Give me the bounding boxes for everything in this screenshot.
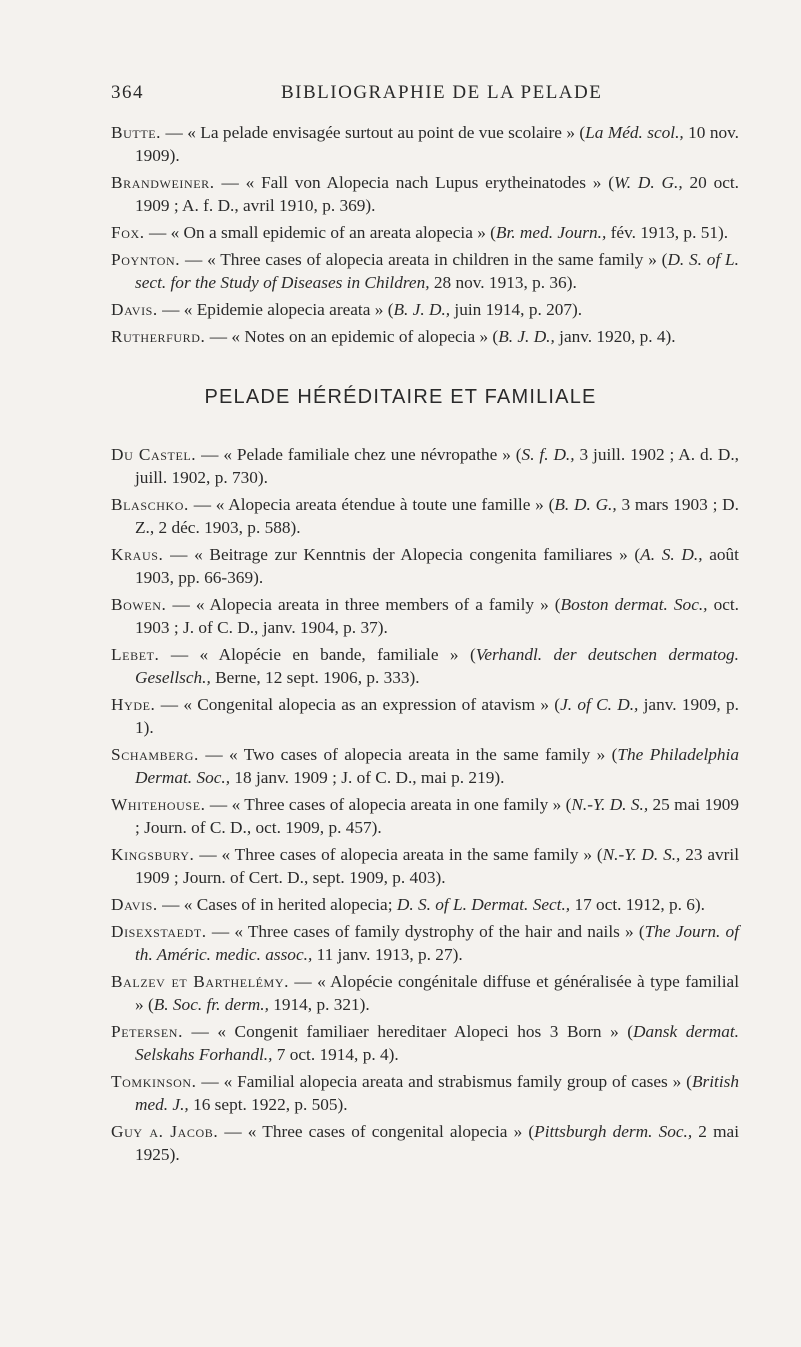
entry-details: oct. 1903 ; J. of C. D., janv. 1904, p. 37). bbox=[135, 595, 739, 637]
entry-title: — « Three cases of alopecia areata in one family » ( bbox=[205, 795, 572, 814]
entry-author: Whitehouse. bbox=[111, 795, 206, 814]
entry-title: — « Cases of in herited alopecia; bbox=[157, 895, 397, 914]
entry-reference: Pittsburgh derm. Soc., bbox=[534, 1122, 693, 1141]
entry-details: août 1903, pp. 66-369). bbox=[135, 545, 739, 587]
bibliography-entry bbox=[111, 493, 739, 539]
bibliography-entry bbox=[111, 920, 739, 966]
entry-title: — « Alopecia areata étendue à toute une famille » ( bbox=[188, 495, 555, 514]
entry-reference: D. S. of L. sect. for the Study of Diseases in Children, bbox=[135, 250, 739, 292]
entry-author: Hyde. bbox=[111, 695, 156, 714]
entry-title: — « Epidemie alopecia areata » ( bbox=[157, 300, 394, 319]
bibliography-entry bbox=[111, 843, 739, 889]
entry-author: Butte. bbox=[111, 123, 162, 142]
entry-details: 25 mai 1909 ; Journ. of C. D., oct. 1909, p. 457). bbox=[135, 795, 740, 837]
bibliography-entry bbox=[111, 171, 739, 217]
entry-details: 11 janv. 1913, p. 27). bbox=[312, 945, 463, 964]
entry-details: janv. 1920, p. 4). bbox=[554, 327, 676, 346]
entry-title: — « Familial alopecia areata and strabismus family group of cases » ( bbox=[196, 1072, 692, 1091]
entry-title: — « Congenit familiaer hereditaer Alopeci hos 3 Born » ( bbox=[183, 1022, 634, 1041]
bibliography-entry bbox=[111, 1020, 739, 1066]
entry-title: — « La pelade envisagée surtout au point de vue scolaire » ( bbox=[161, 123, 586, 142]
entry-reference: British med. J., bbox=[135, 1072, 739, 1114]
entry-reference: N.-Y. D. S., bbox=[571, 795, 649, 814]
entry-author: Petersen. bbox=[111, 1022, 183, 1041]
entry-title: — « Fall von Alopecia nach Lupus erytheinatodes » ( bbox=[214, 173, 614, 192]
bibliography-entry bbox=[111, 693, 739, 739]
entry-reference: Boston dermat. Soc., bbox=[560, 595, 708, 614]
bibliography-list-after bbox=[111, 443, 739, 1170]
bibliography-entry bbox=[111, 593, 739, 639]
entry-title: — « Two cases of alopecia areata in the same family » ( bbox=[198, 745, 618, 764]
section-title: PELADE HÉRÉDITAIRE ET FAMILIALE bbox=[204, 386, 597, 408]
entry-details: 17 oct. 1912, p. 6). bbox=[570, 895, 705, 914]
entry-author: Poynton. bbox=[111, 250, 181, 269]
entry-title: — « Three cases of alopecia areata in the same family » ( bbox=[194, 845, 603, 864]
entry-reference: La Méd. scol., bbox=[585, 123, 684, 142]
entry-author: Balzev et Barthelémy. bbox=[111, 972, 290, 991]
entry-reference: N.-Y. D. S., bbox=[602, 845, 681, 864]
bibliography-entry bbox=[111, 970, 739, 1016]
entry-author: Brandweiner. bbox=[111, 173, 215, 192]
entry-author: Schamberg. bbox=[111, 745, 199, 764]
entry-reference: Dansk dermat. Selskahs Forhandl., bbox=[135, 1022, 739, 1064]
entry-title: — « On a small epidemic of an areata alopecia » ( bbox=[144, 223, 496, 242]
entry-details: fév. 1913, p. 51). bbox=[606, 223, 729, 242]
entry-title: — « Notes on an epidemic of alopecia » ( bbox=[205, 327, 499, 346]
entry-reference: D. S. of L. Dermat. Sect., bbox=[396, 895, 571, 914]
page-header bbox=[111, 82, 671, 108]
entry-author: Kraus. bbox=[111, 545, 164, 564]
entry-reference: The Journ. of th. Améric. medic. assoc., bbox=[135, 922, 739, 964]
entry-author: Davis. bbox=[111, 300, 158, 319]
bibliography-entry bbox=[111, 121, 739, 167]
entry-author: Du Castel. bbox=[111, 445, 197, 464]
entry-title: — « Alopécie congénitale diffuse et généralisée à type familial » ( bbox=[135, 972, 739, 1014]
bibliography-entry bbox=[111, 643, 739, 689]
entry-details: 10 nov. 1909). bbox=[135, 123, 739, 165]
page-number: 364 bbox=[111, 82, 144, 103]
entry-details: 3 mars 1903 ; D. Z., 2 déc. 1903, p. 588). bbox=[135, 495, 739, 537]
bibliography-list-before bbox=[111, 121, 739, 352]
entry-author: Kingsbury. bbox=[111, 845, 195, 864]
entry-author: Guy a. Jacob. bbox=[111, 1122, 219, 1141]
entry-title: — « Alopécie en bande, familiale » ( bbox=[159, 645, 476, 664]
bibliography-entry bbox=[111, 1120, 739, 1166]
bibliography-entry bbox=[111, 221, 739, 244]
bibliography-entry bbox=[111, 793, 739, 839]
entry-details: 23 avril 1909 ; Journ. of Cert. D., sept. 1909, p. 403). bbox=[135, 845, 740, 887]
entry-details: 16 sept. 1922, p. 505). bbox=[188, 1095, 348, 1114]
entry-details: janv. 1909, p. 1). bbox=[135, 695, 739, 737]
entry-details: 28 nov. 1913, p. 36). bbox=[429, 273, 577, 292]
entry-author: Disexstaedt. bbox=[111, 922, 207, 941]
entry-author: Fox. bbox=[111, 223, 145, 242]
bibliography-entry bbox=[111, 543, 739, 589]
running-title: BIBLIOGRAPHIE DE LA PELADE bbox=[281, 82, 603, 103]
entry-reference: B. J. D., bbox=[393, 300, 451, 319]
entry-reference: A. S. D., bbox=[640, 545, 703, 564]
entry-reference: B. D. G., bbox=[554, 495, 617, 514]
entry-title: — « Alopecia areata in three members of a family » ( bbox=[166, 595, 561, 614]
bibliography-entry bbox=[111, 893, 739, 916]
entry-title: — « Congenital alopecia as an expression of atavism » ( bbox=[155, 695, 561, 714]
entry-author: Tomkinson. bbox=[111, 1072, 197, 1091]
entry-author: Lebet. bbox=[111, 645, 160, 664]
entry-reference: W. D. G., bbox=[613, 173, 683, 192]
entry-author: Davis. bbox=[111, 895, 158, 914]
bibliography-entry bbox=[111, 743, 739, 789]
bibliography-entry bbox=[111, 443, 739, 489]
entry-title: — « Three cases of alopecia areata in children in the same family » ( bbox=[180, 250, 668, 269]
bibliography-entry bbox=[111, 1070, 739, 1116]
entry-details: 1914, p. 321). bbox=[268, 995, 370, 1014]
entry-details: 3 juill. 1902 ; A. d. D., juill. 1902, p. 730). bbox=[135, 445, 739, 487]
entry-details: juin 1914, p. 207). bbox=[450, 300, 583, 319]
entry-title: — « Three cases of congenital alopecia » ( bbox=[218, 1122, 535, 1141]
entry-details: Berne, 12 sept. 1906, p. 333). bbox=[210, 668, 420, 687]
entry-author: Rutherfurd. bbox=[111, 327, 206, 346]
entry-author: Bowen. bbox=[111, 595, 167, 614]
entry-author: Blaschko. bbox=[111, 495, 189, 514]
entry-details: 18 janv. 1909 ; J. of C. D., mai p. 219). bbox=[230, 768, 505, 787]
bibliography-entry bbox=[111, 325, 739, 348]
entry-title: — « Three cases of family dystrophy of the hair and nails » ( bbox=[206, 922, 645, 941]
entry-reference: Br. med. Journ., bbox=[495, 223, 607, 242]
bibliography-entry bbox=[111, 248, 739, 294]
entry-reference: Verhandl. der deutschen dermatog. Gesellsch., bbox=[135, 645, 739, 687]
entry-reference: S. f. D., bbox=[521, 445, 575, 464]
entry-title: — « Beitrage zur Kenntnis der Alopecia congenita familiares » ( bbox=[163, 545, 641, 564]
entry-details: 2 mai 1925). bbox=[135, 1122, 739, 1164]
entry-title: — « Pelade familiale chez une névropathe » ( bbox=[196, 445, 522, 464]
entry-reference: B. J. D., bbox=[498, 327, 555, 346]
entry-details: 7 oct. 1914, p. 4). bbox=[272, 1045, 399, 1064]
entry-reference: The Philadelphia Dermat. Soc., bbox=[135, 745, 739, 787]
bibliography-entry bbox=[111, 298, 739, 321]
entry-reference: J. of C. D., bbox=[560, 695, 639, 714]
entry-reference: B. Soc. fr. derm., bbox=[153, 995, 269, 1014]
entry-details: 20 oct. 1909 ; A. f. D., avril 1910, p. 369). bbox=[135, 173, 739, 215]
